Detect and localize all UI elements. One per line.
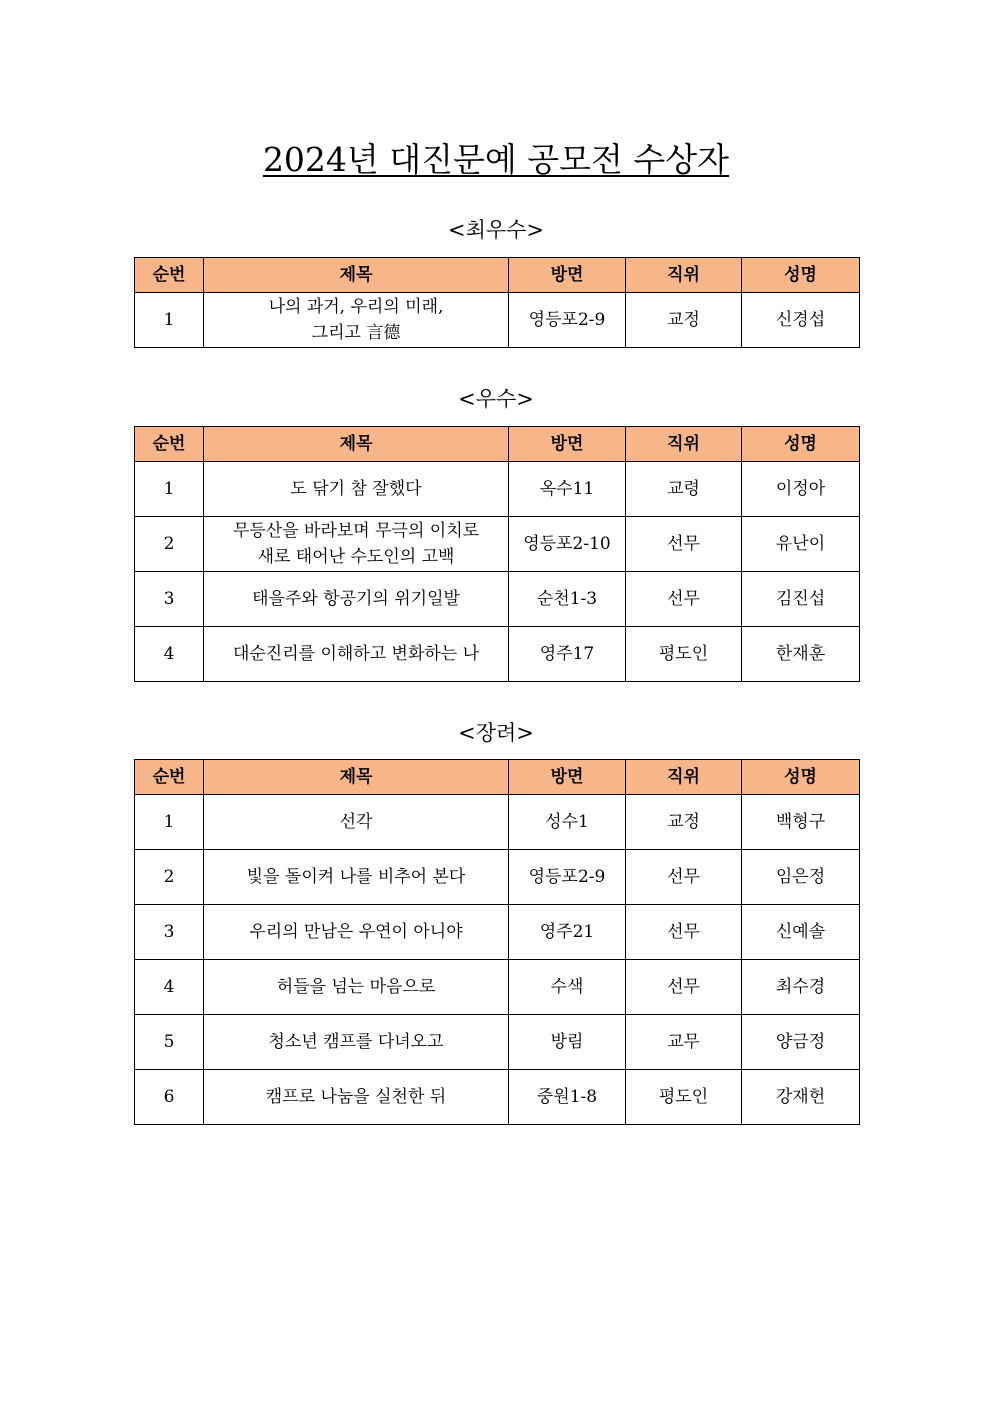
cell-name: 이정아 <box>742 462 860 517</box>
cell-title: 빛을 돌이켜 나를 비추어 본다 <box>204 850 509 905</box>
cell-name: 임은정 <box>742 850 860 905</box>
cell-region: 영등포2-9 <box>509 293 626 348</box>
header-rank: 직위 <box>626 258 742 293</box>
cell-no: 2 <box>135 517 204 572</box>
cell-region: 영주17 <box>509 627 626 682</box>
cell-region: 옥수11 <box>509 462 626 517</box>
cell-region: 성수1 <box>509 795 626 850</box>
cell-no: 1 <box>135 795 204 850</box>
table-row <box>135 1015 860 1070</box>
table-row <box>135 905 860 960</box>
cell-no: 4 <box>135 960 204 1015</box>
table-row <box>135 517 860 572</box>
cell-no: 5 <box>135 1015 204 1070</box>
table-row <box>135 462 860 517</box>
cell-name: 유난이 <box>742 517 860 572</box>
cell-rank: 선무 <box>626 905 742 960</box>
cell-title: 캠프로 나눔을 실천한 뒤 <box>204 1070 509 1125</box>
cell-title: 선각 <box>204 795 509 850</box>
cell-title: 우리의 만남은 우연이 아니야 <box>204 905 509 960</box>
cell-name: 신예솔 <box>742 905 860 960</box>
cell-name: 양금정 <box>742 1015 860 1070</box>
cell-title: 나의 과거, 우리의 미래, 그리고 言德 <box>204 293 509 348</box>
cell-no: 4 <box>135 627 204 682</box>
cell-rank: 선무 <box>626 960 742 1015</box>
cell-no: 2 <box>135 850 204 905</box>
header-no: 순번 <box>135 427 204 462</box>
cell-rank: 선무 <box>626 572 742 627</box>
table-row <box>135 850 860 905</box>
cell-title: 대순진리를 이해하고 변화하는 나 <box>204 627 509 682</box>
header-name: 성명 <box>742 427 860 462</box>
section-heading-excellence: <우수> <box>458 387 534 411</box>
cell-name: 한재훈 <box>742 627 860 682</box>
header-name: 성명 <box>742 760 860 795</box>
excellence-table <box>134 426 860 682</box>
table-row <box>135 960 860 1015</box>
cell-name: 강재헌 <box>742 1070 860 1125</box>
page-title <box>0 138 992 182</box>
header-region: 방면 <box>509 760 626 795</box>
cell-region: 영등포2-10 <box>509 517 626 572</box>
table-header-row <box>135 427 860 462</box>
table-header-row <box>135 760 860 795</box>
cell-rank: 교정 <box>626 795 742 850</box>
cell-region: 수색 <box>509 960 626 1015</box>
table-row <box>135 795 860 850</box>
cell-title: 도 닦기 참 잘했다 <box>204 462 509 517</box>
header-rank: 직위 <box>626 760 742 795</box>
cell-region: 영주21 <box>509 905 626 960</box>
cell-no: 3 <box>135 572 204 627</box>
cell-rank: 평도인 <box>626 627 742 682</box>
cell-rank: 선무 <box>626 517 742 572</box>
cell-region: 중원1-8 <box>509 1070 626 1125</box>
table-row <box>135 627 860 682</box>
table-row <box>135 293 860 348</box>
header-region: 방면 <box>509 427 626 462</box>
cell-no: 1 <box>135 293 204 348</box>
cell-name: 최수경 <box>742 960 860 1015</box>
header-title: 제목 <box>204 760 509 795</box>
page-title-text: 2024년 대진문예 공모전 수상자 <box>262 140 730 179</box>
cell-name: 김진섭 <box>742 572 860 627</box>
header-no: 순번 <box>135 258 204 293</box>
cell-no: 1 <box>135 462 204 517</box>
cell-rank: 평도인 <box>626 1070 742 1125</box>
cell-title: 허들을 넘는 마음으로 <box>204 960 509 1015</box>
cell-region: 방림 <box>509 1015 626 1070</box>
table-header-row <box>135 258 860 293</box>
cell-title: 무등산을 바라보며 무극의 이치로 새로 태어난 수도인의 고백 <box>204 517 509 572</box>
cell-no: 3 <box>135 905 204 960</box>
cell-rank: 선무 <box>626 850 742 905</box>
table-row <box>135 1070 860 1125</box>
table-row <box>135 572 860 627</box>
header-title: 제목 <box>204 427 509 462</box>
header-region: 방면 <box>509 258 626 293</box>
section-heading-top-award: <최우수> <box>447 218 545 242</box>
encouragement-table <box>134 759 860 1125</box>
header-title: 제목 <box>204 258 509 293</box>
cell-region: 영등포2-9 <box>509 850 626 905</box>
cell-no: 6 <box>135 1070 204 1125</box>
header-name: 성명 <box>742 258 860 293</box>
header-no: 순번 <box>135 760 204 795</box>
cell-name: 백형구 <box>742 795 860 850</box>
top-award-table <box>134 257 860 348</box>
cell-rank: 교령 <box>626 462 742 517</box>
cell-region: 순천1-3 <box>509 572 626 627</box>
header-rank: 직위 <box>626 427 742 462</box>
cell-rank: 교정 <box>626 293 742 348</box>
cell-name: 신경섭 <box>742 293 860 348</box>
cell-title: 청소년 캠프를 다녀오고 <box>204 1015 509 1070</box>
cell-title: 태을주와 항공기의 위기일발 <box>204 572 509 627</box>
cell-rank: 교무 <box>626 1015 742 1070</box>
section-heading-encouragement: <장려> <box>458 721 534 745</box>
